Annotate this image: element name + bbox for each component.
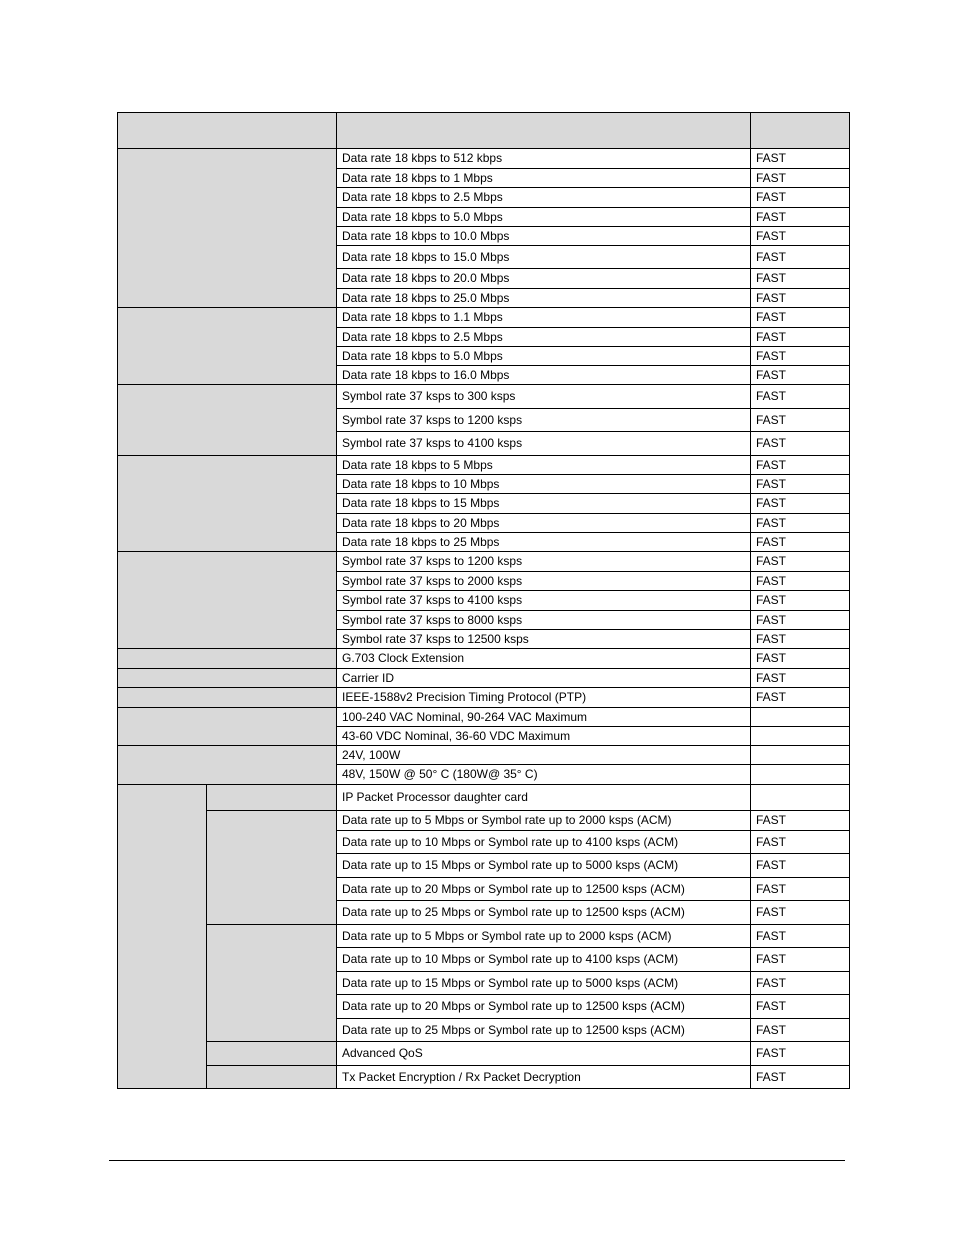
- group-label-cell: [118, 552, 337, 649]
- option-description: Data rate up to 5 Mbps or Symbol rate up to 2000 ksps (ACM): [337, 811, 751, 831]
- option-description: Symbol rate 37 ksps to 1200 ksps: [337, 409, 751, 432]
- option-description: Symbol rate 37 ksps to 4100 ksps: [337, 591, 751, 611]
- options-table: [117, 112, 850, 1089]
- group-label-cell: [118, 149, 337, 308]
- subgroup-label-cell: [207, 925, 337, 1042]
- option-description: Data rate 18 kbps to 20 Mbps: [337, 514, 751, 533]
- table-row: [118, 708, 850, 727]
- table-row: [118, 688, 850, 708]
- fast-cell-empty: [751, 765, 850, 785]
- subgroup-label-cell: [207, 1066, 337, 1089]
- option-description: IEEE-1588v2 Precision Timing Protocol (PTP): [337, 688, 751, 708]
- option-description: Data rate 18 kbps to 5.0 Mbps: [337, 347, 751, 366]
- option-description: Data rate 18 kbps to 5 Mbps: [337, 456, 751, 475]
- option-description: Data rate up to 15 Mbps or Symbol rate up to 5000 ksps (ACM): [337, 854, 751, 878]
- group-label-cell: [118, 785, 207, 1089]
- table-row: [118, 1066, 850, 1089]
- header-cell-fast: [751, 113, 850, 149]
- table-row: [118, 925, 850, 948]
- group-label-cell: [118, 456, 337, 552]
- fast-cell: FAST: [751, 308, 850, 328]
- fast-cell-empty: [751, 746, 850, 765]
- fast-cell-empty: [751, 785, 850, 811]
- option-description: Data rate 18 kbps to 20.0 Mbps: [337, 269, 751, 289]
- option-description: Symbol rate 37 ksps to 2000 ksps: [337, 572, 751, 591]
- fast-cell-empty: [751, 708, 850, 727]
- group-label-cell: [118, 708, 337, 746]
- fast-cell: FAST: [751, 409, 850, 432]
- table-row: [118, 746, 850, 765]
- group-label-cell: [118, 688, 337, 708]
- table-row: [118, 811, 850, 831]
- table-row: [118, 669, 850, 688]
- fast-cell: FAST: [751, 854, 850, 878]
- fast-cell: FAST: [751, 289, 850, 308]
- option-description: Data rate 18 kbps to 1.1 Mbps: [337, 308, 751, 328]
- option-description: Data rate up to 20 Mbps or Symbol rate up to 12500 ksps (ACM): [337, 995, 751, 1019]
- fast-cell: FAST: [751, 591, 850, 611]
- fast-cell: FAST: [751, 878, 850, 901]
- option-description: Symbol rate 37 ksps to 300 ksps: [337, 385, 751, 409]
- fast-cell: FAST: [751, 432, 850, 456]
- option-description: Data rate 18 kbps to 16.0 Mbps: [337, 366, 751, 385]
- fast-cell: FAST: [751, 611, 850, 630]
- option-description: Data rate up to 20 Mbps or Symbol rate up to 12500 ksps (ACM): [337, 878, 751, 901]
- fast-cell: FAST: [751, 269, 850, 289]
- fast-cell: FAST: [751, 649, 850, 669]
- option-description: Data rate up to 25 Mbps or Symbol rate up to 12500 ksps (ACM): [337, 1019, 751, 1042]
- option-description: G.703 Clock Extension: [337, 649, 751, 669]
- fast-cell: FAST: [751, 811, 850, 831]
- table-row: [118, 385, 850, 409]
- option-description: Symbol rate 37 ksps to 12500 ksps: [337, 630, 751, 649]
- option-description: 24V, 100W: [337, 746, 751, 765]
- fast-cell: FAST: [751, 948, 850, 972]
- fast-cell-empty: [751, 727, 850, 746]
- table-row: [118, 552, 850, 572]
- fast-cell: FAST: [751, 533, 850, 552]
- fast-cell: FAST: [751, 901, 850, 925]
- header-cell-description: [337, 113, 751, 149]
- fast-cell: FAST: [751, 688, 850, 708]
- option-description: 43-60 VDC Nominal, 36-60 VDC Maximum: [337, 727, 751, 746]
- fast-cell: FAST: [751, 385, 850, 409]
- option-description: Data rate 18 kbps to 2.5 Mbps: [337, 328, 751, 347]
- option-description: Symbol rate 37 ksps to 1200 ksps: [337, 552, 751, 572]
- fast-cell: FAST: [751, 1042, 850, 1066]
- fast-cell: FAST: [751, 630, 850, 649]
- option-description: Data rate 18 kbps to 2.5 Mbps: [337, 188, 751, 208]
- fast-cell: FAST: [751, 972, 850, 995]
- option-description: Data rate 18 kbps to 25.0 Mbps: [337, 289, 751, 308]
- option-description: Data rate up to 10 Mbps or Symbol rate up to 4100 ksps (ACM): [337, 831, 751, 854]
- table-row: [118, 785, 850, 811]
- table-row: [118, 1042, 850, 1066]
- fast-cell: FAST: [751, 669, 850, 688]
- option-description: 48V, 150W @ 50° C (180W@ 35° C): [337, 765, 751, 785]
- fast-cell: FAST: [751, 831, 850, 854]
- fast-cell: FAST: [751, 995, 850, 1019]
- fast-cell: FAST: [751, 347, 850, 366]
- footer-rule: [109, 1160, 845, 1161]
- option-description: Data rate up to 15 Mbps or Symbol rate up to 5000 ksps (ACM): [337, 972, 751, 995]
- fast-cell: FAST: [751, 456, 850, 475]
- header-cell-group: [118, 113, 337, 149]
- fast-cell: FAST: [751, 475, 850, 494]
- fast-cell: FAST: [751, 514, 850, 533]
- group-label-cell: [118, 746, 337, 785]
- fast-cell: FAST: [751, 227, 850, 246]
- option-description: Data rate 18 kbps to 15 Mbps: [337, 494, 751, 514]
- option-description: Data rate 18 kbps to 10 Mbps: [337, 475, 751, 494]
- option-description: IP Packet Processor daughter card: [337, 785, 751, 811]
- fast-cell: FAST: [751, 366, 850, 385]
- fast-cell: FAST: [751, 208, 850, 227]
- option-description: Data rate 18 kbps to 5.0 Mbps: [337, 208, 751, 227]
- group-label-cell: [118, 385, 337, 456]
- fast-cell: FAST: [751, 552, 850, 572]
- option-description: Carrier ID: [337, 669, 751, 688]
- group-label-cell: [118, 669, 337, 688]
- subgroup-label-cell: [207, 811, 337, 925]
- option-description: Data rate up to 25 Mbps or Symbol rate up to 12500 ksps (ACM): [337, 901, 751, 925]
- option-description: Advanced QoS: [337, 1042, 751, 1066]
- fast-cell: FAST: [751, 169, 850, 188]
- option-description: Data rate 18 kbps to 15.0 Mbps: [337, 246, 751, 269]
- fast-cell: FAST: [751, 494, 850, 514]
- table-header-row: [118, 113, 850, 149]
- fast-cell: FAST: [751, 328, 850, 347]
- option-description: Data rate up to 10 Mbps or Symbol rate up to 4100 ksps (ACM): [337, 948, 751, 972]
- option-description: Symbol rate 37 ksps to 4100 ksps: [337, 432, 751, 456]
- option-description: Data rate 18 kbps to 25 Mbps: [337, 533, 751, 552]
- fast-cell: FAST: [751, 188, 850, 208]
- option-description: Data rate 18 kbps to 1 Mbps: [337, 169, 751, 188]
- option-description: Tx Packet Encryption / Rx Packet Decryption: [337, 1066, 751, 1089]
- subgroup-label-cell: [207, 1042, 337, 1066]
- fast-cell: FAST: [751, 925, 850, 948]
- fast-cell: FAST: [751, 572, 850, 591]
- table-row: [118, 456, 850, 475]
- fast-cell: FAST: [751, 246, 850, 269]
- option-description: Symbol rate 37 ksps to 8000 ksps: [337, 611, 751, 630]
- option-description: Data rate up to 5 Mbps or Symbol rate up to 2000 ksps (ACM): [337, 925, 751, 948]
- group-label-cell: [118, 649, 337, 669]
- fast-cell: FAST: [751, 149, 850, 169]
- subgroup-label-cell: [207, 785, 337, 811]
- table-row: [118, 649, 850, 669]
- option-description: 100-240 VAC Nominal, 90-264 VAC Maximum: [337, 708, 751, 727]
- fast-cell: FAST: [751, 1066, 850, 1089]
- fast-cell: FAST: [751, 1019, 850, 1042]
- table-row: [118, 308, 850, 328]
- option-description: Data rate 18 kbps to 10.0 Mbps: [337, 227, 751, 246]
- group-label-cell: [118, 308, 337, 385]
- table-row: [118, 149, 850, 169]
- option-description: Data rate 18 kbps to 512 kbps: [337, 149, 751, 169]
